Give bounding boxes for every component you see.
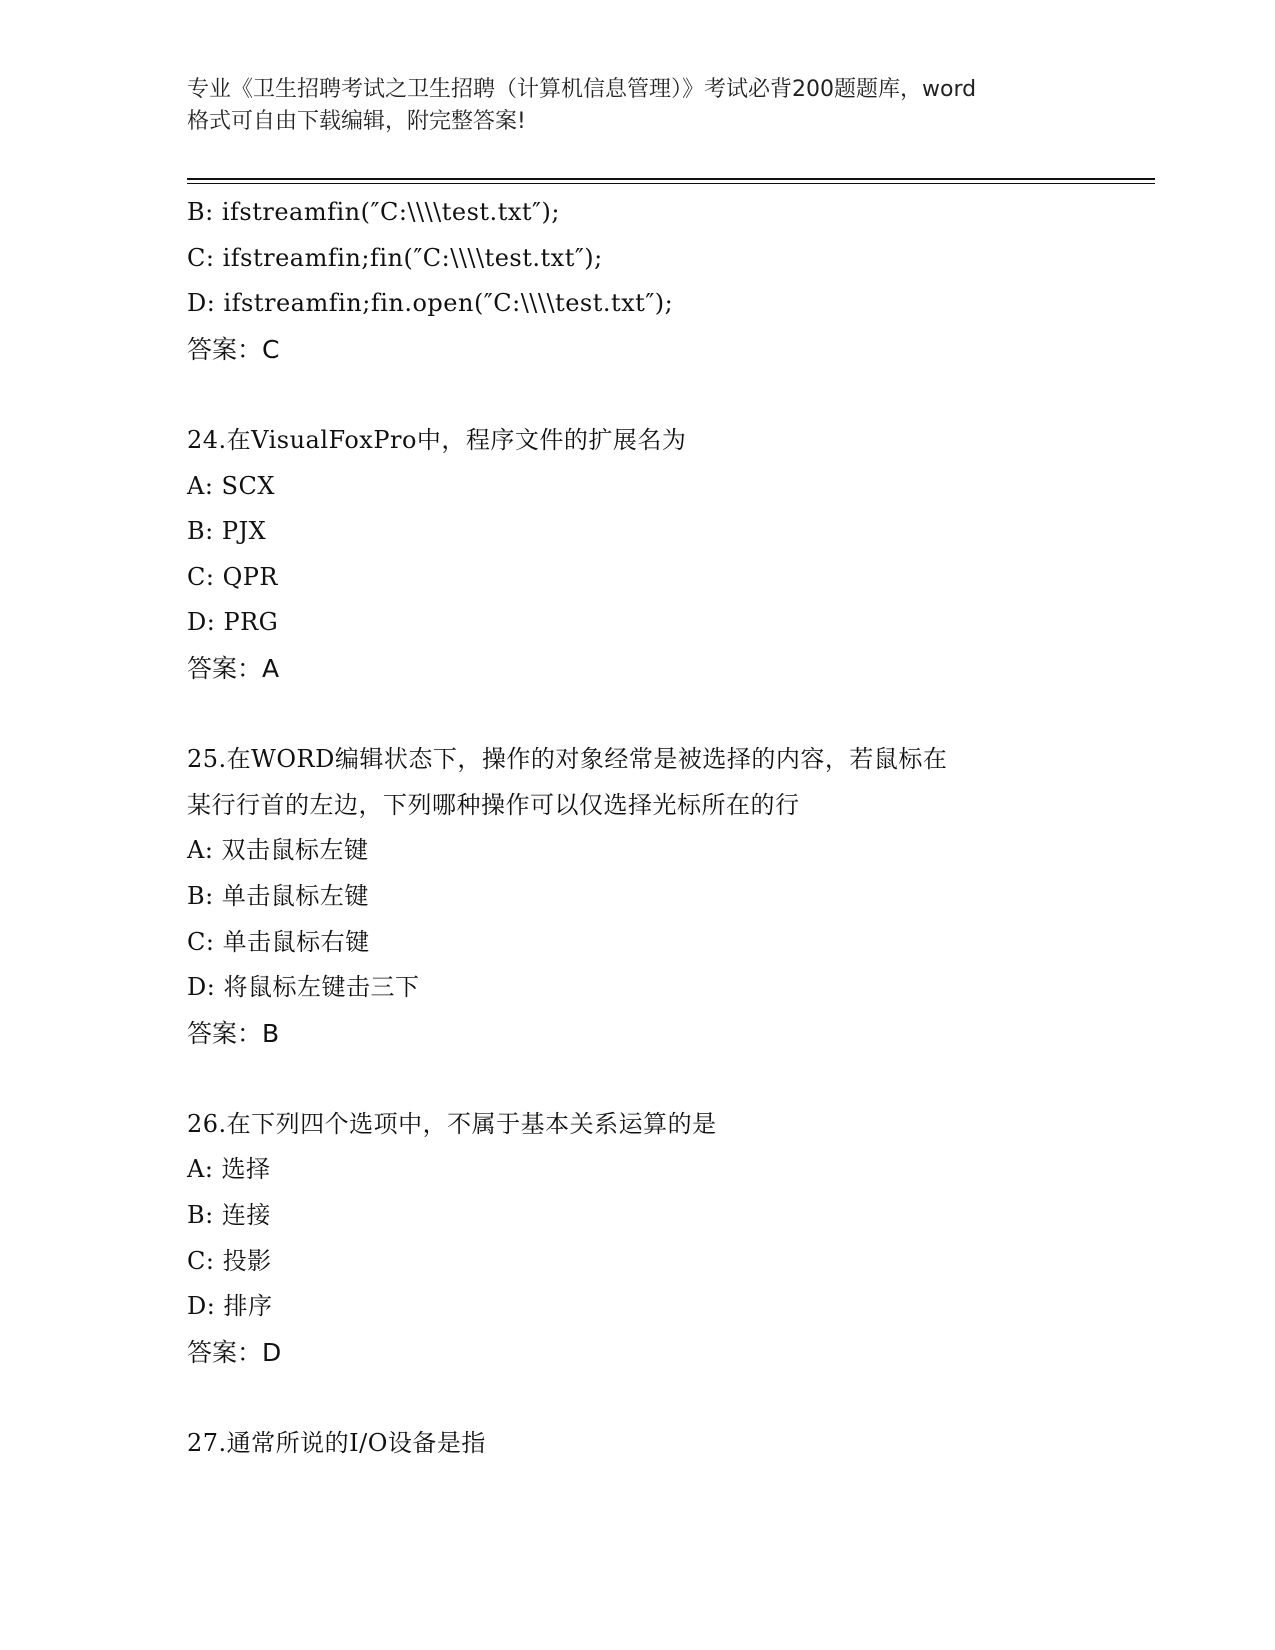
header-rule-thin xyxy=(187,183,1155,184)
question-25 xyxy=(187,737,1067,1056)
option-c: C: 投影 xyxy=(187,1246,272,1275)
spacer xyxy=(187,372,1067,418)
document-header xyxy=(187,74,1087,138)
header-line-1: 专业《卫生招聘考试之卫生招聘（计算机信息管理）》考试必背200题题库，word xyxy=(187,77,977,102)
header-line-2: 格式可自由下载编辑，附完整答案! xyxy=(187,109,526,134)
option-a: A: 选择 xyxy=(187,1155,271,1184)
option-c: C: ifstreamfin;fin(″C:\\\\test.txt″); xyxy=(187,243,603,272)
answer-line: 答案：C xyxy=(187,334,280,364)
question-list xyxy=(187,190,1067,1467)
option-b: B: 连接 xyxy=(187,1201,271,1230)
question-27 xyxy=(187,1421,1067,1467)
option-c: C: QPR xyxy=(187,562,278,591)
option-c: C: 单击鼠标右键 xyxy=(187,927,370,956)
spacer xyxy=(187,1056,1067,1102)
question-stem: 26.在下列四个选项中，不属于基本关系运算的是 xyxy=(187,1109,717,1138)
option-a: A: SCX xyxy=(187,471,275,500)
question-stem-continued: 某行行首的左边，下列哪种操作可以仅选择光标所在的行 xyxy=(187,790,800,819)
option-d: D: ifstreamfin;fin.open(″C:\\\\test.txt″); xyxy=(187,289,674,318)
question-24 xyxy=(187,418,1067,692)
spacer xyxy=(187,692,1067,738)
option-d: D: 排序 xyxy=(187,1292,273,1321)
option-b: B: 单击鼠标左键 xyxy=(187,881,369,910)
option-d: D: PRG xyxy=(187,608,279,637)
question-stem: 25.在WORD编辑状态下，操作的对象经常是被选择的内容，若鼠标在 xyxy=(187,745,948,774)
answer-line: 答案：A xyxy=(187,653,280,683)
question-26 xyxy=(187,1102,1067,1376)
option-d: D: 将鼠标左键击三下 xyxy=(187,973,420,1002)
answer-line: 答案：B xyxy=(187,1018,280,1048)
option-a: A: 双击鼠标左键 xyxy=(187,836,369,865)
answer-line: 答案：D xyxy=(187,1337,282,1367)
question-stem: 27.通常所说的I/O设备是指 xyxy=(187,1429,486,1458)
option-b: B: ifstreamfin(″C:\\\\test.txt″); xyxy=(187,198,560,226)
header-rule-thick xyxy=(187,178,1155,180)
spacer xyxy=(187,1375,1067,1421)
question-23-continued xyxy=(187,190,1067,372)
option-b: B: PJX xyxy=(187,517,267,546)
question-stem: 24.在VisualFoxPro中，程序文件的扩展名为 xyxy=(187,425,687,454)
